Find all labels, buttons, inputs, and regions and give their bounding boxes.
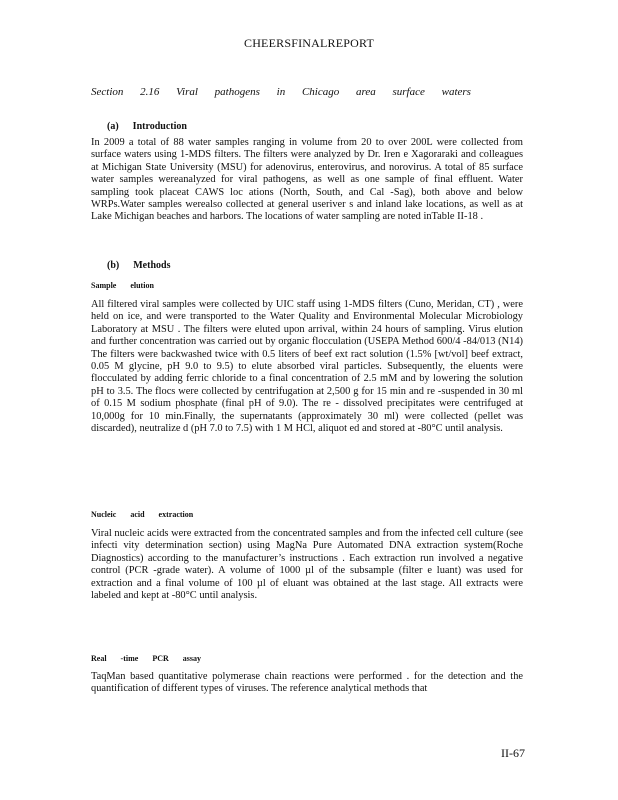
sample-elution-heading: Sample elution <box>91 281 154 290</box>
introduction-label: (a) <box>107 121 119 132</box>
introduction-paragraph: In 2009 a total of 88 water samples ranging in volume from 20 to over 200L were collected from surface waters using 1-MDS filters. The filters were analyzed by Dr. Iren e Xagoraraki and colleagues at Michigan State University (MSU) for adenovirus, enterovirus, and norovirus. A total of 85 surface water samples wereanalyzed for viral pathogens, as well as one sample of final effluent. Water sampling took placeat CAWS loc ations (North, South, and Cal -Sag), both above and below WRPs.Water samples werealso collected at general useriver s and inland lake locations, as well as at Lake Michigan beaches and harbors. The locations of water sampling are noted inTable II-18 . <box>91 137 523 223</box>
section-title: Section 2.16 Viral pathogens in Chicago area surface waters <box>91 86 471 98</box>
introduction-heading-text: Introduction <box>132 121 187 132</box>
introduction-heading <box>107 121 187 132</box>
page-number: II-67 <box>501 746 525 760</box>
nucleic-acid-heading: Nucleic acid extraction <box>91 510 194 519</box>
sample-elution-paragraph: All filtered viral samples were collected by UIC staff using 1-MDS filters (Cuno, Meridan, CT) , were held on ice, and were transported to the Water Quality and Environmental Molecular Microbiology Laboratory at MSU . The filters were eluted upon arrival, within 24 hours of sampling. Virus elution and further concentration was carried out by organic flocculation (USEPA Method 600/4 -84/013 (N14) The filters were backwashed twice with 0.5 liters of beef ext ract solution (1.5% [wt/vol] beef extract, 0.05 M glycine, pH 9.0 to 9.5) to elute absorbed viral particles. Subsequently, the eluents were flocculated by adding ferric chloride to a final concentration of 2.5 mM and by lowering the solution pH to 3.5. The flocs were collected by centrifugation at 2,500 g for 15 min and re -suspended in 30 ml of 0.15 M sodium phosphate (final pH of 9.0). The re - dissolved precipitates were centrifuged at 10,000g for 10 min.Finally, the supernatants (approximately 30 ml) were collected (pellet was discarded), neutralize d (pH 7.0 to 7.5) with 1 M HCl, aliquot ed and stored at -80°C until analysis. <box>91 299 523 435</box>
nucleic-acid-paragraph: Viral nucleic acids were extracted from the concentrated samples and from the infected cell culture (see infecti vity determination section) using MagNa Pure Automated DNA extraction system(Roche Diagnostics) according to the manufacturer’s instructions . Each extraction run involved a negative control (PCR -grade water). A volume of 1000 µl of the subsample (filter e luant) was used for extraction and a final volume of 100 µl of eluant was obtained at the last stage. All extracts were labeled and kept at -80°C until analysis. <box>91 528 523 602</box>
methods-heading-text: Methods <box>133 260 171 271</box>
methods-heading <box>107 260 170 271</box>
methods-label: (b) <box>107 260 120 271</box>
pcr-paragraph: TaqMan based quantitative polymerase chain reactions were performed . for the detection and the quantification of different types of viruses. The reference analytical methods that <box>91 671 523 695</box>
pcr-heading: Real -time PCR assay <box>91 654 201 663</box>
report-header: CHEERSFINALREPORT <box>243 36 375 50</box>
